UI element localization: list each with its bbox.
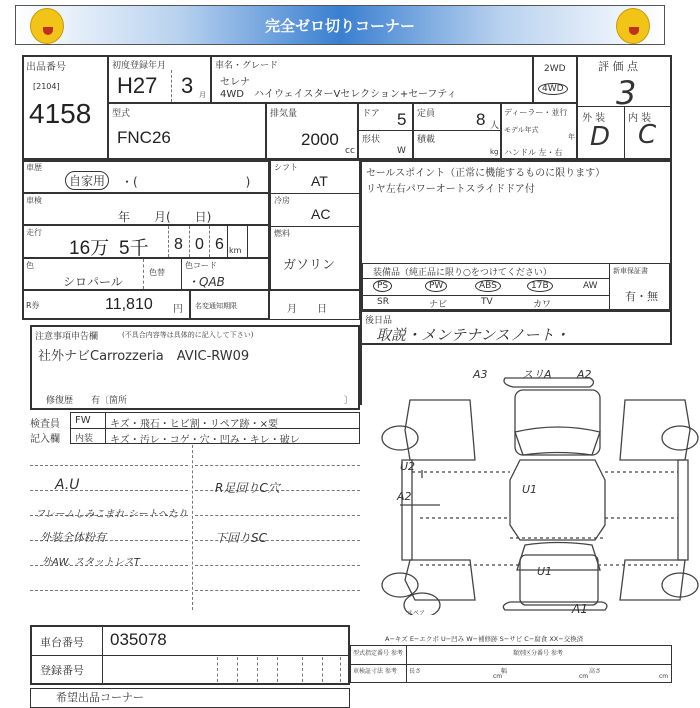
inspector-box [30,412,360,444]
handle-label: ハンドル 左・右 [504,148,563,157]
reg-number-label: 登録番号 [40,664,84,677]
score-label: 評 価 点 [598,60,638,73]
interior-inspect-label: 内装 [75,434,94,444]
note-line: 下回りSC [215,531,267,545]
damage-mark: A3 [473,368,488,381]
reg-cell [108,55,211,103]
windshield [515,427,600,455]
car-name: セレナ [220,77,250,88]
history-circled: 自家用 [65,171,109,190]
repair-end: 〕 [344,396,354,406]
equip-pw-circled: PW [425,280,447,292]
interior-grade: C [638,120,657,150]
later-items-box [360,310,672,345]
damage-legend: A−キズ E−エクボ U−凹み W−補修跡 S−サビ C−腐食 XX−交換済 [385,635,584,643]
inspector-label: 検査員 [30,419,60,430]
equip-leather: カワ [533,300,552,310]
inspection-cell [22,193,270,225]
load-label: 積載 [417,135,436,145]
color-value: シロパール [63,275,123,289]
model-label: 型式 [112,109,131,119]
color-change-label: 色替 [149,268,165,277]
car-grade: 4WD ハイウェイスターVセレクション+セーフティ [220,89,457,100]
month-unit: 月 [199,91,206,99]
notes-label-sub: (不具合内容等は具体的に記入して下さい) [122,331,254,339]
left-side [402,460,412,560]
displacement-label: 排気量 [270,109,298,119]
left-front-panel [405,400,475,460]
drive-2wd: 2WD [544,64,566,74]
class-label: 類別区分番号 参考 [513,650,563,657]
repair-label: 修復歴 有〔箇所 [46,396,128,406]
name-label: 車名・グレード [215,61,279,71]
name-change-value: 月 日 [287,304,327,315]
lot-cell [22,55,108,160]
cm-unit: cm [659,673,669,680]
equipment-table [362,263,670,310]
damage-mark: U2 [400,460,416,473]
wheel-rr [662,573,698,597]
interior-items: キズ・汚レ・コゲ・穴・凹み・キレ・破レ [110,435,300,446]
corner-box [30,688,350,708]
note-line: 外AW. スタットレスT [42,557,140,568]
lot-number: 4158 [29,98,92,129]
name-change-label: 名変通知期限 [195,302,237,310]
shift-value: AT [311,173,328,189]
equip-aw: AW [583,281,598,291]
ac-value: AC [311,206,331,222]
sales-label: セールスポイント（正常に機能するものに限ります） [366,168,606,179]
chassis-label: 車台番号 [40,636,84,649]
shape-label: 形状 [362,135,381,145]
score-value: 3 [616,74,637,112]
model-value: FNC26 [117,128,171,147]
damage-mark: U1 [537,565,553,578]
cc-unit: cc [345,146,355,156]
notes-text: 社外ナビCarrozzeria AVIC-RW09 [38,349,250,364]
name-cell [211,55,533,103]
wheel-fl [382,426,418,450]
right-side [678,460,688,560]
reference-table [350,645,672,683]
mileage-man: 16万 [69,238,110,259]
person-unit: 人 [490,121,500,131]
banner [15,5,665,45]
height-label: 高さ [589,668,602,675]
color-cell [22,258,270,290]
exterior-label: 外 装 [582,113,606,124]
lot-label: 出品番号 [26,62,66,73]
reg-year: H27 [117,73,158,98]
damage-mark: A2 [397,490,412,503]
spec-column [270,160,360,290]
model-cell [108,103,266,160]
fw-items: キズ・飛石・ヒビ割・リペア跡・×要 [110,419,278,430]
warranty-label: 新車保証書 [613,267,648,275]
name-change-cell [190,290,360,320]
history-label: 車歴 [26,163,42,172]
banner-title: 完全ゼロ切りコーナー [264,17,415,35]
mileage-digit: 6 [215,236,224,253]
exterior-grade: D [590,122,611,152]
shape-value: W [397,146,406,156]
history-other: ・( ) [121,175,251,189]
equip-tv: TV [481,297,493,307]
hood [515,390,600,455]
mileage-digit: 8 [174,236,183,253]
cm-unit: cm [579,673,589,680]
note-line: 外装全体粉有 [40,531,106,544]
color-code-value: ・QAB [187,275,225,289]
capacity-label: 定員 [417,109,436,119]
mileage-digit: 0 [195,236,204,253]
note-line: R足回りC穴 [215,481,280,495]
type-cert-label: 型式指定番号 参考 [353,650,403,657]
width-label: 幅 [501,668,508,675]
spare-label: スペア [407,610,426,617]
handwritten-notes [30,445,365,610]
equip-abs-circled: ABS [475,280,501,292]
damage-mark: スリA [522,368,552,381]
fuel-value: ガソリン [283,258,336,273]
kg-unit: kg [490,148,499,156]
inspector-label2: 記入欄 [30,434,60,445]
drive-cell [533,55,577,103]
size-label: 車検証寸法 参考 [353,668,397,675]
wheel-fr [662,426,698,450]
note-line: A.U [55,477,80,493]
reg-month: 3 [181,73,194,98]
warranty-value: 有・無 [625,290,658,303]
capacity-value: 8 [476,110,486,129]
year-unit: 年 [568,133,575,141]
rear-window [517,543,600,571]
equip-17b-circled: 17B [527,280,553,292]
history-cell [22,160,270,193]
dealer-label: ディーラー・並行 [504,108,568,117]
right-front-panel [620,400,690,460]
doors-value: 5 [397,110,407,129]
capacity-cell [413,103,501,160]
drive-4wd-circled: 4WD [538,83,568,95]
km-unit: km [229,246,242,255]
right-rear-panel [620,560,685,600]
fw-label: FW [75,415,91,426]
fuel-label: 燃料 [274,229,290,238]
bear-mascot-icon [616,8,650,44]
sales-text: リヤ左右パワーオートスライドドア付 [366,184,535,195]
recycle-cell [22,290,190,320]
corner-label: 希望出品コーナー [56,691,144,704]
mileage-cell [22,225,270,258]
interior-label: 内 装 [628,113,652,124]
damage-mark: U1 [522,483,538,496]
inspection-label: 車検 [26,196,42,205]
shift-label: シフト [274,163,298,172]
equip-navi: ナビ [429,300,448,310]
equipment-label: 装備品（純正品に限り○をつけてください） [373,268,552,278]
displacement-cell [266,103,358,160]
color-label: 色 [26,261,34,270]
chassis-table [30,625,350,685]
inspection-value: 年 月( 日) [118,210,212,224]
ac-label: 冷房 [274,196,290,205]
notes-box [30,325,360,410]
roof [510,460,605,540]
door-label: ドア [362,109,380,119]
door-cell [358,103,413,160]
recycle-label: R券 [26,301,40,310]
dealer-cell [501,103,577,160]
lot-sub: [2104] [33,82,60,91]
model-year-label: モデル年式 [504,126,539,134]
later-text: 取説・メンテナンスノート・ [376,326,570,344]
equip-sr: SR [377,297,389,307]
mileage-sen: 5千 [119,238,149,259]
note-line: フレームしみこまれ シートへたり [35,509,188,520]
length-label: 長さ [409,668,422,675]
later-label: 後日品 [365,316,393,326]
recycle-value: 11,810 [105,296,153,313]
trunk [520,555,598,605]
yen-unit: 円 [173,304,183,315]
score-cell [577,55,672,160]
wheel-rl [382,573,418,597]
notes-label: 注意事項申告欄 [35,332,99,342]
damage-mark: A1 [572,602,588,616]
mileage-label: 走行 [26,228,42,237]
reg-label: 初度登録年月 [112,61,167,71]
cm-unit: cm [493,673,503,680]
color-code-label: 色コード [185,261,217,270]
damage-mark: A2 [577,368,592,381]
displacement-value: 2000 [301,130,339,149]
equip-ps-circled: PS [373,280,392,292]
rear-bumper [503,602,607,610]
chassis-number: 035078 [110,630,167,649]
